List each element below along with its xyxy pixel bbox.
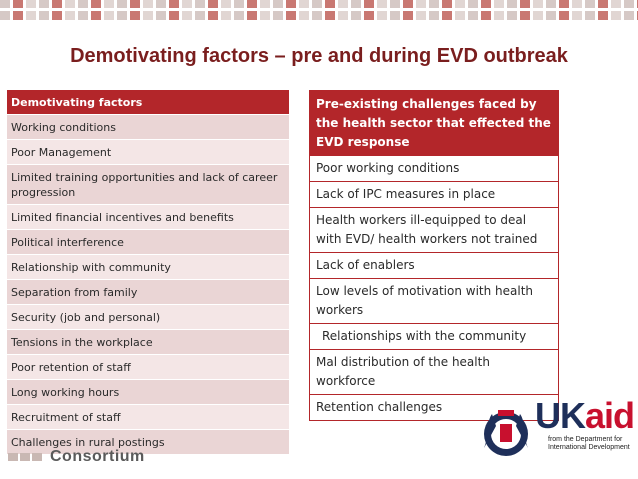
table-row: Limited training opportunities and lack of career progression	[7, 165, 289, 205]
ukaid-logo	[535, 395, 635, 436]
table-row: Lack of enablers	[310, 253, 559, 279]
table-row: Poor retention of staff	[7, 355, 289, 380]
table-row: Tensions in the workplace	[7, 330, 289, 355]
demotivating-factors-table	[7, 90, 289, 455]
table-row: Retention challenges	[310, 395, 559, 421]
table-row: Working conditions	[7, 115, 289, 140]
pre-existing-challenges-table	[309, 90, 559, 421]
table-row: Political interference	[7, 230, 289, 255]
table-row: Poor working conditions	[310, 156, 559, 182]
table-row: Poor Management	[7, 140, 289, 165]
table-row: Security (job and personal)	[7, 305, 289, 330]
dfid-caption: from the Department for International Development	[548, 436, 630, 451]
consortium-logo	[8, 448, 145, 466]
table-row: Limited financial incentives and benefits	[7, 205, 289, 230]
table-row: Health workers ill-equipped to deal with EVD/ health workers not trained	[310, 208, 559, 253]
consortium-text: Consortium	[50, 448, 145, 466]
table-row: Challenges in rural postings	[7, 430, 289, 455]
table-row: Lack of IPC measures in place	[310, 182, 559, 208]
slide-title: Demotivating factors – pre and during EVD outbreak	[70, 45, 568, 67]
table-header: Demotivating factors	[7, 90, 289, 115]
ukaid-aid-text: aid	[585, 395, 635, 436]
consortium-mark-icon	[8, 448, 44, 466]
table-row: Long working hours	[7, 380, 289, 405]
table-row: Recruitment of staff	[7, 405, 289, 430]
ukaid-uk-text: UK	[535, 395, 585, 436]
table-row: Mal distribution of the health workforce	[310, 350, 559, 395]
table-header: Pre-existing challenges faced by the health sector that effected the EVD response	[310, 91, 559, 156]
table-row: Relationship with community	[7, 255, 289, 280]
table-row: Separation from family	[7, 280, 289, 305]
table-row: Low levels of motivation with health workers	[310, 279, 559, 324]
table-row: Relationships with the community	[310, 324, 559, 350]
decorative-top-bar	[0, 0, 638, 20]
